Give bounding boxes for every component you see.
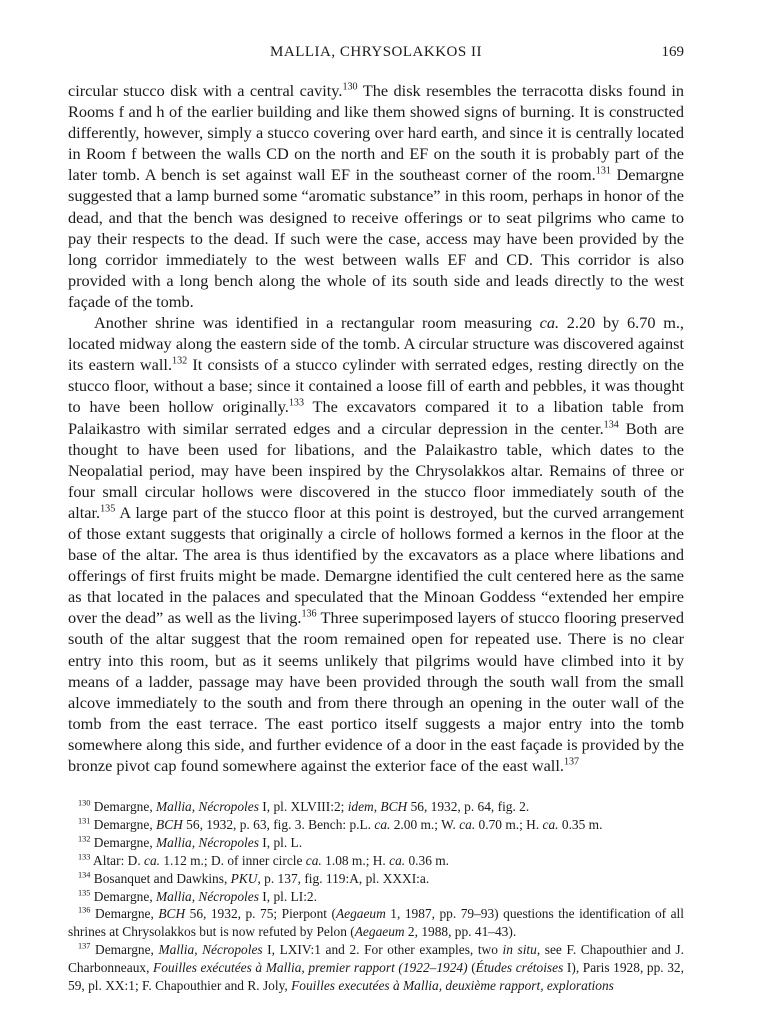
- footnote-ref-132: 132: [172, 355, 188, 367]
- footnote-135: $^{135}$ Demargne, Mallia, Nécropoles I, pl. LI:2.: [78, 888, 317, 904]
- footnote-ref-135: 135: [100, 503, 116, 515]
- footnote-ref-133: 133: [288, 397, 305, 409]
- footnote-133: $^{133}$ Altar: D. ca. 1.12 m.; D. of inner circle ca. 1.08 m.; H. ca. 0.36 m.: [78, 852, 450, 868]
- footnote-ref-131: 131: [595, 165, 611, 177]
- footnote-130: $^{130}$ Demargne, Mallia, Nécropoles I, pl. XLVIII:2; idem, BCH 56, 1932, p. 64, fig. 2.: [78, 798, 530, 814]
- main-text: [68, 80, 684, 776]
- footnote-ref-137: 137: [563, 756, 580, 768]
- footnote-132: $^{132}$ Demargne, Mallia, Nécropoles I, pl. L.: [78, 834, 303, 850]
- running-title: MALLIA, CHRYSOLAKKOS II: [270, 44, 482, 60]
- page-header: [68, 44, 684, 66]
- footnotes: [68, 798, 684, 995]
- footnote-131: $^{131}$ Demargne, BCH 56, 1932, p. 63, fig. 3. Bench: p.L. ca. 2.00 m.; W. ca. 0.70 m.; H. ca. 0.35 m.: [78, 816, 603, 832]
- page-number: 169: [661, 44, 684, 60]
- footnote-ref-136: 136: [301, 608, 317, 620]
- footnote-ref-130: 130: [342, 81, 358, 93]
- footnote-136: $^{136}$ Demargne, BCH 56, 1932, p. 75; Pierpont (Aegaeum 1, 1987, pp. 79–93) questions the identification of all shrines at Chrysolakkos but is now refuted by Pelon (Aegaeum 2, 1988, pp. 41–43).: [68, 905, 684, 940]
- footnote-134: $^{134}$ Bosanquet and Dawkins, PKU, p. 137, fig. 119:A, pl. XXXI:a.: [78, 870, 430, 886]
- footnote-137: $^{137}$ Demargne, Mallia, Nécropoles I, LXIV:1 and 2. For other examples, two in situ, see F. Chapouthier and J. Charbonneaux, Fouilles exécutées à Mallia, premier rapport (1922–1924) (Études crétoises I), Paris 1928, pp. 32, 59, pl. XX:1; F. Chapouthier and R. Joly, Fouilles executées à Mallia, deuxième rapport, explorations: [68, 941, 684, 994]
- paragraph-1: circular stucco disk with a central cavity.$^{130}$ The disk resembles the terracotta disks found in Rooms f and h of the earlier building and like them showed signs of burning. It is constructed differently, however, simply a stucco covering over hard earth, and since it is centrally located in Room f between the walls CD on the north and EF on the south it is probably part of the later tomb. A bench is set against wall EF in the southeast corner of the room.$^{131}$ Demargne suggested that a lamp burned some “aromatic substance” in this room, perhaps in honor of the dead, and that the bench was designed to receive offerings or to seat pilgrims who came to pay their respects to the dead. If such were the case, access may have been provided by the long corridor immediately to the west between walls EF and CD. This corridor is also provided with a long bench along the whole of its south side and leads directly to the west façade of the tomb.: [68, 81, 684, 311]
- paragraph-2: Another shrine was identified in a rectangular room measuring ca. 2.20 by 6.70 m., located midway along the eastern side of the tomb. A circular structure was discovered against its eastern wall.$^{132}$ It consists of a stucco cylinder with serrated edges, resting directly on the stucco floor, without a base; since it contained a loose fill of earth and pebbles, it was thought to have been hollow originally.$^{133}$ The excavators compared it to a libation table from Palaikastro with similar serrated edges and a circular depression in the center.$^{134}$ Both are thought to have been used for libations, and the Palaikastro table, which dates to the Neopalatial period, may have been inspired by the Chrysolakkos altar. Remains of three or four small circular hollows were discovered in the stucco floor immediately south of the altar.$^{135}$ A large part of the stucco floor at this point is destroyed, but the curved arrangement of those extant suggests that originally a circle of hollows formed a kernos in the floor at the base of the altar. The area is thus identified by the excavators as a place where libations and offerings of first fruits might be made. Demargne identified the cult centered here as the same as that located in the palaces and speculated that the Minoan Goddess “extended her empire over the dead” as well as the living.$^{136}$ Three superimposed layers of stucco flooring preserved south of the altar suggest that the room remained open for repeated use. There is no clear entry into this room, but as it seems unlikely that pilgrims would have climbed into it by means of a ladder, passage may have been provided through the south wall from the small alcove immediately to the south and from there through an opening in the outer wall of the tomb from the east terrace. The east portico itself suggests a major entry into the tomb somewhere along this side, and further evidence of a door in the east façade is provided by the bronze pivot cap found somewhere against the exterior face of the east wall.$^{137}$: [68, 313, 685, 775]
- footnote-ref-134: 134: [603, 419, 619, 431]
